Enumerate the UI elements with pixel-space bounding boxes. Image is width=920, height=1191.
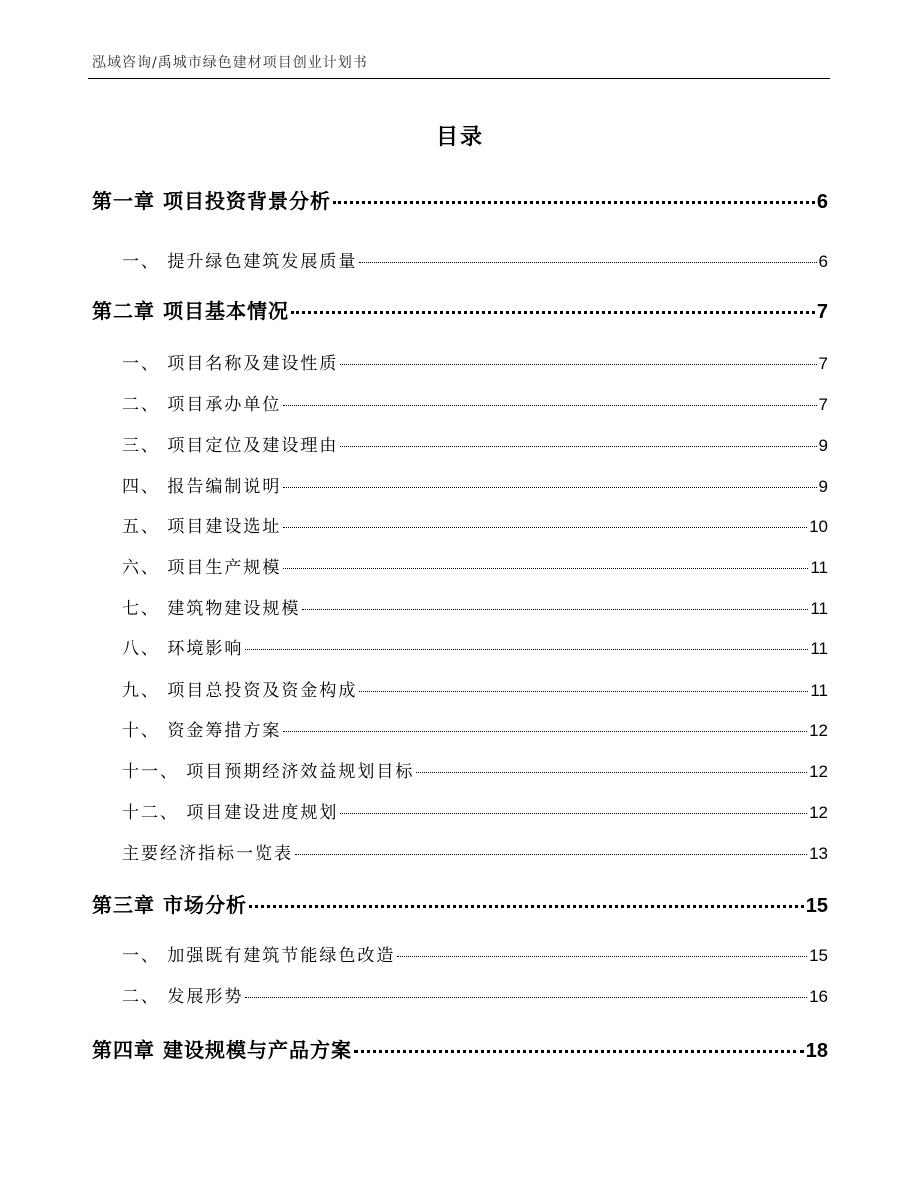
toc-entry[interactable]: [92, 798, 828, 823]
toc-entry-label: 第一章 项目投资背景分析: [92, 189, 331, 213]
toc-leader: [283, 405, 816, 406]
toc-title: 目录: [435, 125, 484, 150]
toc-entry[interactable]: [92, 349, 828, 374]
toc-entry-page: 12: [809, 762, 828, 781]
toc-entry-label: 五、 项目建设选址: [122, 517, 282, 537]
toc-entry-page: 6: [818, 252, 828, 271]
toc-leader: [283, 527, 807, 528]
toc-entry-page: 18: [805, 1040, 828, 1062]
toc-leader: [340, 446, 816, 447]
toc-entry[interactable]: [92, 716, 828, 741]
toc-leader: [416, 772, 807, 773]
toc-leader: [291, 311, 815, 314]
toc-entry-page: 12: [809, 721, 828, 740]
toc-entry-label: 十二、 项目建设进度规划: [122, 803, 339, 823]
toc-entry-label: 四、 报告编制说明: [122, 477, 282, 497]
toc-entry-page: 11: [810, 639, 828, 658]
toc-entry-label: 十一、 项目预期经济效益规划目标: [122, 762, 415, 782]
toc-entry[interactable]: [92, 757, 828, 782]
toc-leader: [245, 997, 807, 998]
toc-entry[interactable]: [92, 594, 828, 619]
toc-entry-label: 七、 建筑物建设规模: [122, 599, 301, 619]
toc-entry[interactable]: [92, 889, 828, 918]
toc-entry[interactable]: [92, 390, 828, 415]
toc-entry-label: 一、 项目名称及建设性质: [122, 354, 339, 374]
toc-entry-page: 11: [810, 558, 828, 577]
toc-entry-page: 16: [809, 987, 828, 1006]
toc-entry-label: 八、 环境影响: [122, 639, 244, 659]
toc-leader: [283, 731, 807, 732]
toc-entry-label: 二、 项目承办单位: [122, 395, 282, 415]
table-of-contents: [92, 0, 828, 1191]
toc-entry-label: 一、 提升绿色建筑发展质量: [122, 252, 358, 272]
toc-entry[interactable]: [92, 295, 828, 324]
toc-entry[interactable]: [92, 1034, 828, 1063]
toc-entry[interactable]: [92, 512, 828, 537]
toc-leader: [359, 262, 816, 263]
toc-entry[interactable]: [92, 982, 828, 1007]
toc-leader: [340, 813, 807, 814]
toc-entry[interactable]: [92, 941, 828, 966]
toc-entry-page: 9: [818, 477, 828, 496]
toc-leader: [333, 201, 815, 204]
toc-leader: [354, 1050, 804, 1053]
toc-entry-page: 10: [809, 517, 828, 536]
toc-leader: [283, 487, 816, 488]
toc-entry[interactable]: [92, 472, 828, 497]
toc-entry[interactable]: [92, 676, 828, 701]
toc-leader: [245, 649, 808, 650]
toc-entry-page: 7: [818, 354, 828, 373]
toc-entry-page: 9: [818, 436, 828, 455]
toc-leader: [249, 905, 804, 908]
toc-entry-label: 三、 项目定位及建设理由: [122, 436, 339, 456]
toc-entry-page: 13: [809, 844, 828, 863]
toc-entry-label: 九、 项目总投资及资金构成: [122, 681, 358, 701]
toc-leader: [283, 568, 808, 569]
toc-entry[interactable]: [92, 839, 828, 864]
toc-entry-page: 7: [818, 395, 828, 414]
toc-entry[interactable]: [92, 185, 828, 214]
toc-entry-page: 12: [809, 803, 828, 822]
toc-entry-page: 15: [805, 895, 828, 917]
toc-entry-page: 6: [816, 191, 828, 213]
toc-entry-label: 六、 项目生产规模: [122, 558, 282, 578]
toc-leader: [302, 609, 808, 610]
toc-entry-label: 十、 资金筹措方案: [122, 721, 282, 741]
toc-entry-page: 11: [810, 681, 828, 700]
toc-entry-label: 第二章 项目基本情况: [92, 299, 289, 323]
running-header: 泓域咨询/禹城市绿色建材项目创业计划书: [92, 55, 368, 71]
toc-entry-page: 11: [810, 599, 828, 618]
toc-entry-page: 7: [816, 301, 828, 323]
toc-entry-label: 一、 加强既有建筑节能绿色改造: [122, 946, 396, 966]
toc-entry-label: 主要经济指标一览表: [122, 844, 293, 864]
toc-entry-label: 第四章 建设规模与产品方案: [92, 1038, 352, 1062]
toc-entry[interactable]: [92, 634, 828, 659]
toc-entry-label: 二、 发展形势: [122, 987, 244, 1007]
toc-entry-page: 15: [809, 946, 828, 965]
toc-leader: [295, 854, 807, 855]
toc-entry[interactable]: [92, 431, 828, 456]
toc-entry-label: 第三章 市场分析: [92, 893, 247, 917]
toc-leader: [340, 364, 816, 365]
toc-entry[interactable]: [92, 553, 828, 578]
toc-entry[interactable]: [92, 247, 828, 272]
toc-leader: [397, 956, 807, 957]
toc-leader: [359, 691, 808, 692]
